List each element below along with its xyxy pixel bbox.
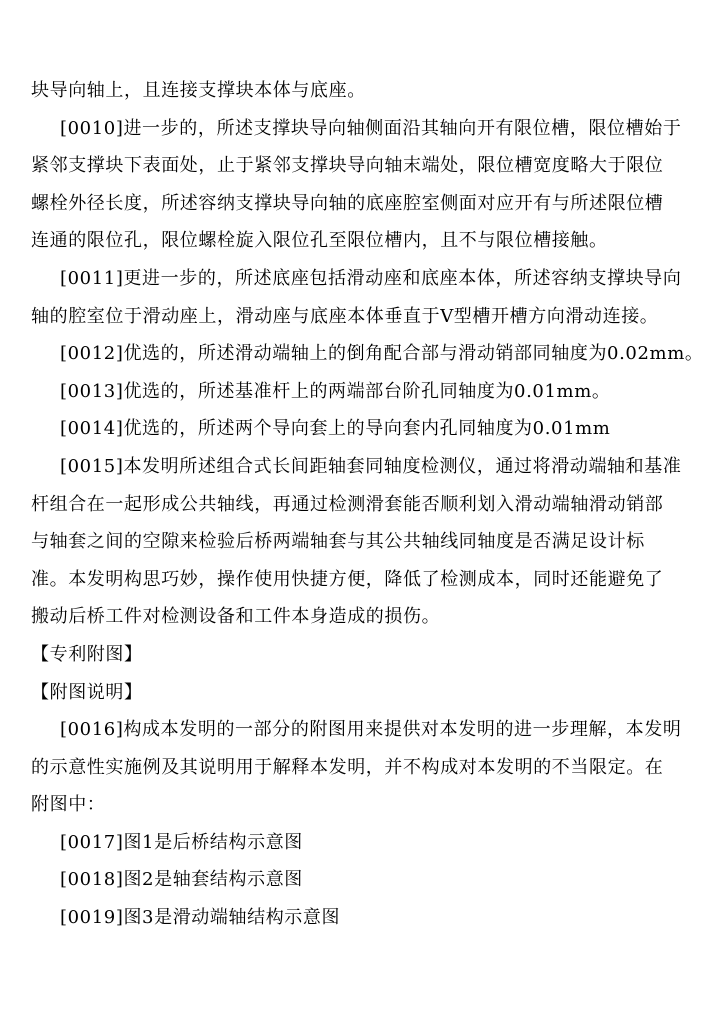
text-line: 连通的限位孔，限位螺栓旋入限位孔至限位槽内，且不与限位槽接触。 [31, 230, 608, 252]
paragraph-0010 [31, 110, 684, 260]
section-heading: 【专利附图】 [31, 643, 143, 665]
text-line: [0018]图2是轴套结构示意图 [60, 869, 303, 891]
section-heading: 【附图说明】 [31, 681, 143, 703]
paragraph-0012 [31, 335, 704, 373]
text-line: [0013]优选的，所述基准杆上的两端部台阶孔同轴度为0.01mm。 [60, 380, 611, 402]
paragraph-0015 [31, 448, 684, 636]
text-line: [0015]本发明所述组合式长间距轴套同轴度检测仪，通过将滑动端轴和基准 [60, 455, 682, 477]
text-line: 搬动后桥工件对检测设备和工件本身造成的损伤。 [31, 606, 441, 628]
section-heading-drawings [31, 636, 684, 674]
text-line: [0012]优选的，所述滑动端轴上的倒角配合部与滑动销部同轴度为0.02mm。 [60, 343, 704, 365]
paragraph-0014 [31, 410, 684, 448]
text-line: 螺栓外径长度，所述容纳支撑块导向轴的底座腔室侧面对应开有与所述限位槽 [31, 192, 664, 214]
paragraph-0018 [31, 861, 684, 899]
text-line: [0016]构成本发明的一部分的附图用来提供对本发明的进一步理解，本发明 [60, 719, 682, 741]
text-line: 紧邻支撑块下表面处，止于紧邻支撑块导向轴末端处，限位槽宽度略大于限位 [31, 155, 664, 177]
paragraph-0019 [31, 899, 684, 937]
text-line: [0011]更进一步的，所述底座包括滑动座和底座本体，所述容纳支撑块导向 [60, 267, 682, 289]
section-heading-drawing-description [31, 674, 684, 712]
text-line: [0014]优选的，所述两个导向套上的导向套内孔同轴度为0.01mm [60, 418, 611, 440]
text-line: [0010]进一步的，所述支撑块导向轴侧面沿其轴向开有限位槽，限位槽始于 [60, 117, 682, 139]
paragraph-0009-continuation [31, 72, 684, 110]
text-line: [0019]图3是滑动端轴结构示意图 [60, 907, 341, 929]
text-line: 准。本发明构思巧妙，操作使用快捷方便，降低了检测成本，同时还能避免了 [31, 568, 664, 590]
text-line: 轴的腔室位于滑动座上，滑动座与底座本体垂直于V型槽开槽方向滑动连接。 [31, 305, 659, 327]
text-line: 的示意性实施例及其说明用于解释本发明，并不构成对本发明的不当限定。在 [31, 756, 664, 778]
text-line: 杆组合在一起形成公共轴线，再通过检测滑套能否顺利划入滑动端轴滑动销部 [31, 493, 664, 515]
paragraph-0013 [31, 373, 684, 411]
text-line: 与轴套之间的空隙来检验后桥两端轴套与其公共轴线同轴度是否满足设计标 [31, 531, 645, 553]
paragraph-0017 [31, 824, 684, 862]
text-line: [0017]图1是后桥结构示意图 [60, 831, 303, 853]
paragraph-0016 [31, 711, 684, 824]
paragraph-0011 [31, 260, 684, 335]
text-line: 附图中： [31, 794, 106, 816]
text-line: 块导向轴上，且连接支撑块本体与底座。 [31, 80, 366, 101]
